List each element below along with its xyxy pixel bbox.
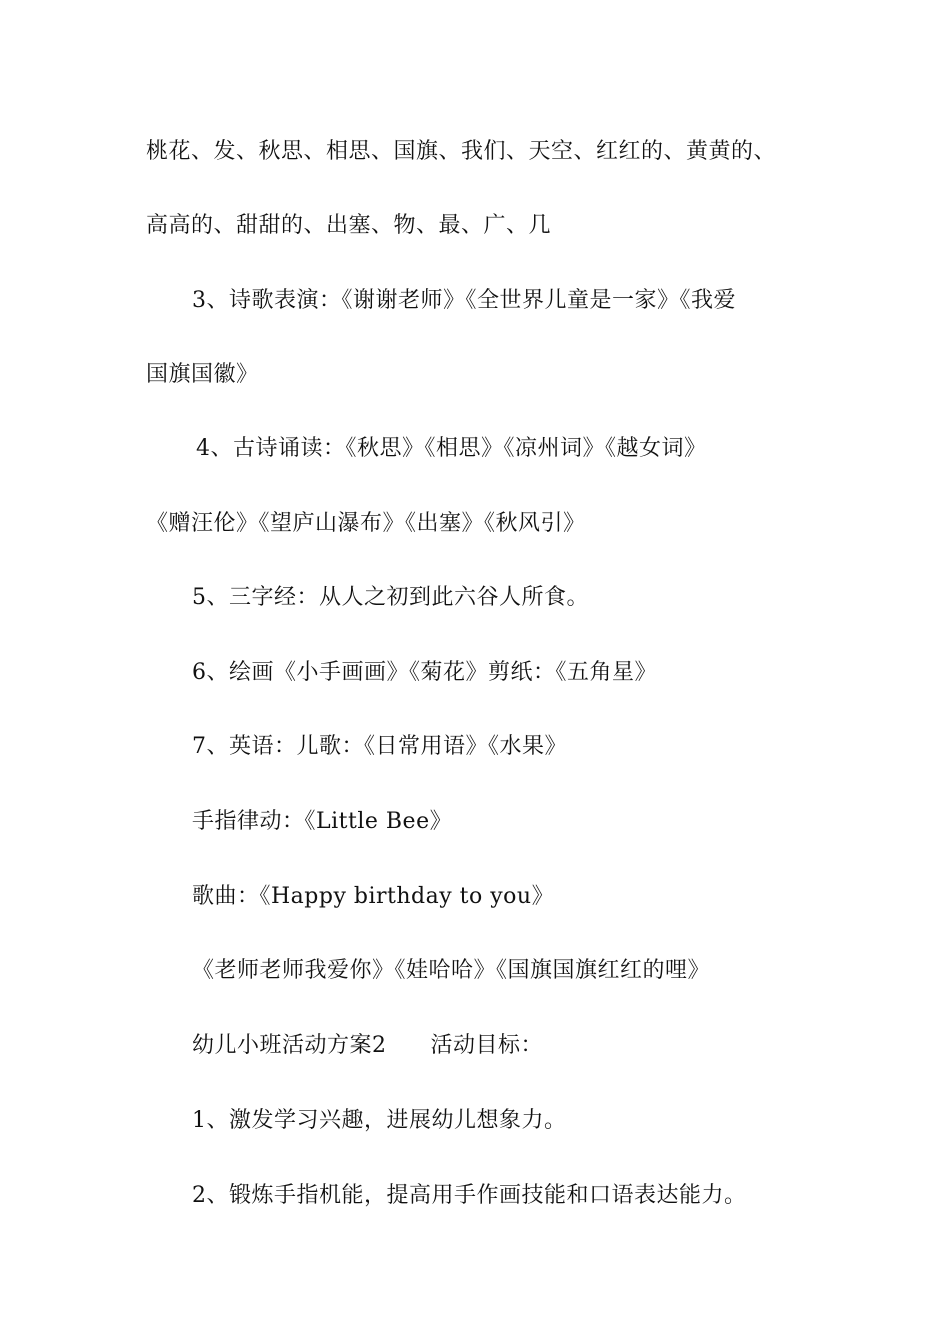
goal-heading: 活动目标： bbox=[430, 1033, 544, 1058]
ancient-poem-reading-item: 4、古诗诵读：《秋思》《相思》《凉州词》《越女词》 bbox=[196, 436, 707, 461]
goal-item-1: 1、激发学习兴趣，进展幼儿想象力。 bbox=[192, 1108, 567, 1133]
poetry-performance-item-continued: 国旗国徽》 bbox=[146, 362, 259, 387]
goal-item-2: 2、锻炼手指机能，提高用手作画技能和口语表达能力。 bbox=[192, 1183, 747, 1208]
song-list-line: 《老师老师我爱你》《娃哈哈》《国旗国旗红红的哩》 bbox=[192, 958, 711, 983]
ancient-poem-reading-item-continued: 《赠汪伦》《望庐山瀑布》《出塞》《秋风引》 bbox=[146, 511, 586, 536]
song-line: 歌曲：《Happy birthday to you》 bbox=[192, 884, 555, 909]
poetry-performance-item: 3、诗歌表演：《谢谢老师》《全世界儿童是一家》《我爱 bbox=[192, 288, 736, 313]
english-item: 7、英语：儿歌：《日常用语》《水果》 bbox=[192, 734, 567, 759]
word-list-line-2: 高高的、甜甜的、出塞、物、最、广、几 bbox=[146, 213, 552, 238]
section-heading-line bbox=[192, 1031, 543, 1061]
finger-rhythm-line: 手指律动：《Little Bee》 bbox=[192, 809, 453, 834]
word-list-line-1: 桃花、发、秋思、相思、国旗、我们、天空、红红的、黄黄的、 bbox=[146, 139, 777, 164]
three-character-classic-item: 5、三字经：从人之初到此六谷人所食。 bbox=[192, 585, 589, 610]
plan-heading: 幼儿小班活动方案2 bbox=[192, 1033, 387, 1058]
painting-item: 6、绘画《小手画画》《菊花》剪纸：《五角星》 bbox=[192, 660, 657, 685]
